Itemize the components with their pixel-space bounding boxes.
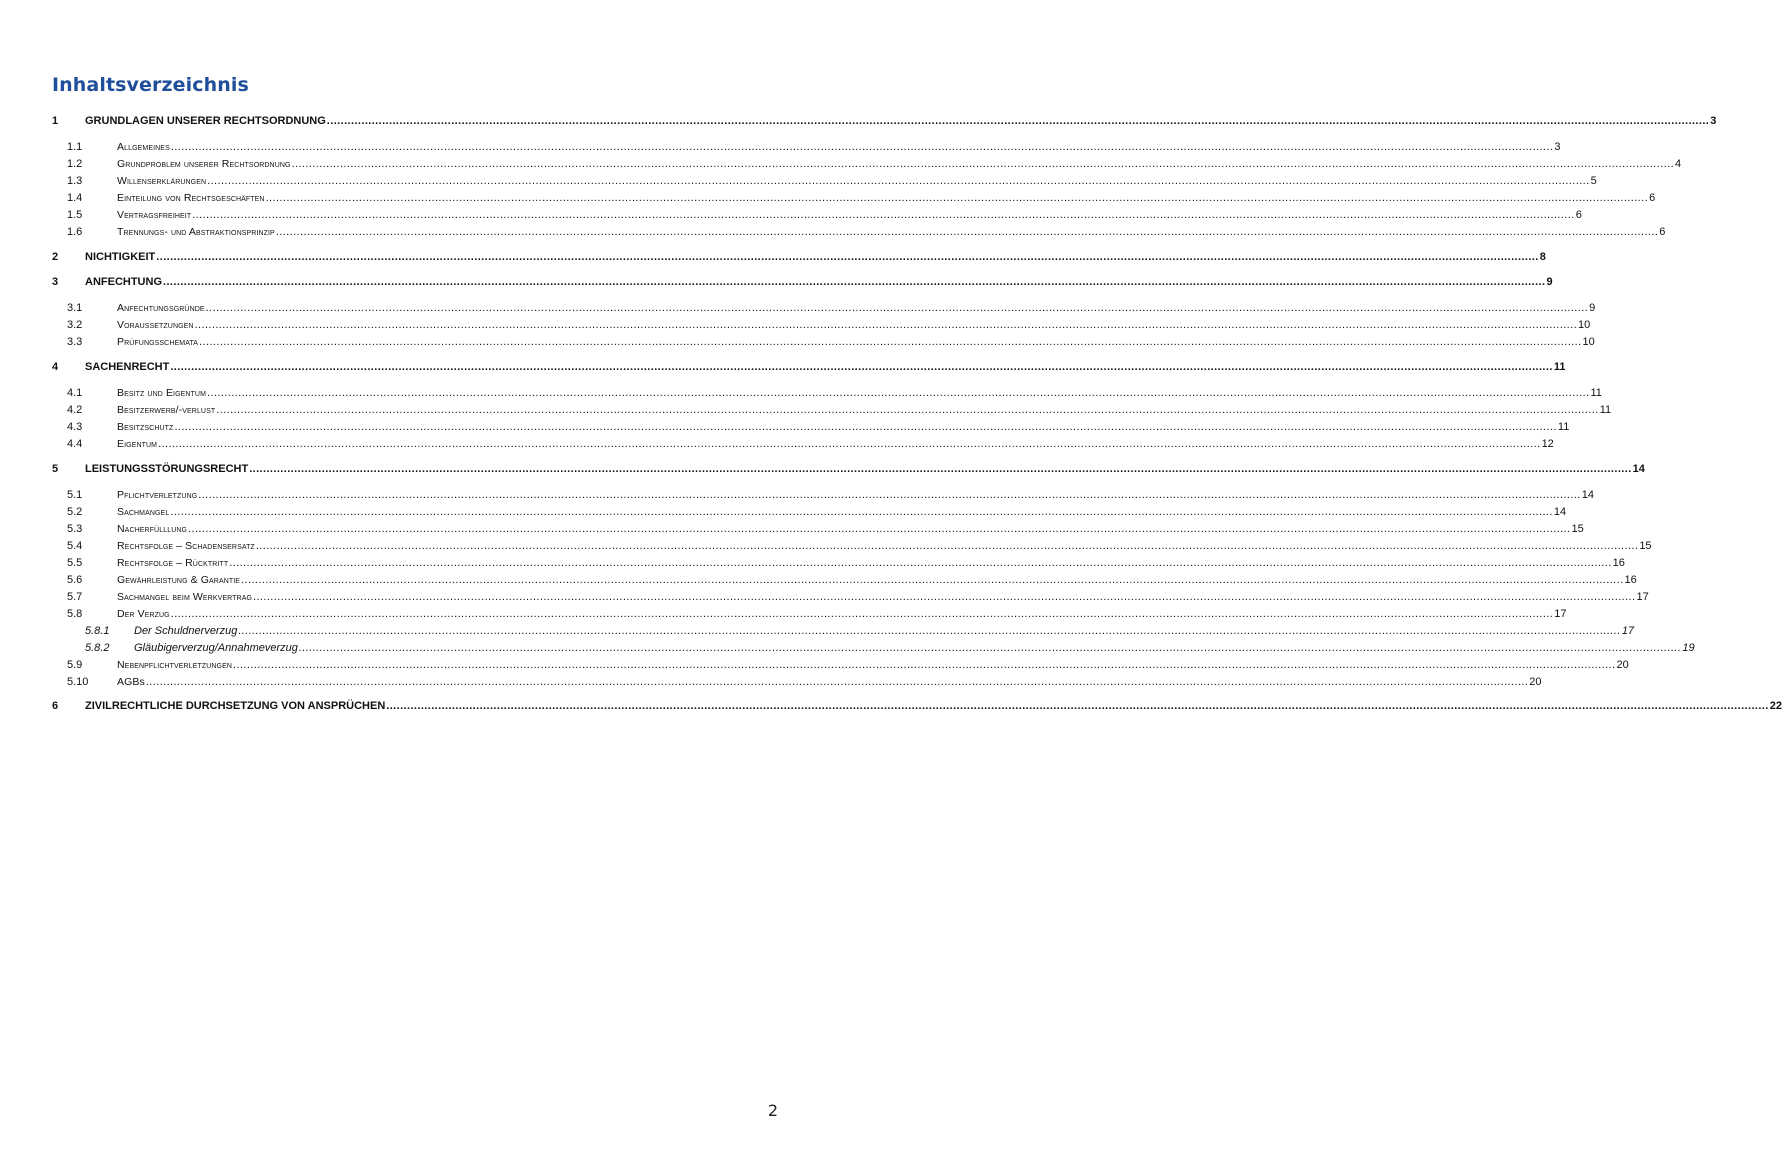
dot-leader: ................................................................................................................................................................................................................................................................................................................................................................................................................ — [205, 302, 1589, 314]
toc-entry-line — [117, 675, 1542, 689]
toc-entry-number: 4.1 — [67, 387, 83, 399]
toc-entry-label: Anfechtungsgründe — [117, 302, 205, 314]
toc-entry-label: Pflichtverletzung — [117, 489, 198, 501]
toc-entry-page: 11 — [1599, 404, 1612, 416]
dot-leader: ................................................................................................................................................................................................................................................................................................................................................................................................................ — [163, 276, 1546, 288]
dot-leader: ................................................................................................................................................................................................................................................................................................................................................................................................................ — [170, 506, 1553, 518]
toc-entry-line — [117, 403, 1612, 417]
toc-entry-3-2[interactable] — [0, 317, 1591, 333]
toc-entry-line — [117, 191, 1656, 205]
toc-entry-line — [117, 208, 1582, 222]
toc-entry-number: 5.8.2 — [85, 642, 110, 654]
toc-entry-label: ZIVILRECHTLICHE DURCHSETZUNG VON ANSPRÜCHEN — [85, 700, 386, 712]
toc-entry-5-2[interactable] — [0, 504, 1567, 520]
toc-entry-number: 3.2 — [67, 319, 83, 331]
dot-leader: ................................................................................................................................................................................................................................................................................................................................................................................................................ — [198, 489, 1581, 501]
toc-entry-label: Prüfungsschemata — [117, 336, 199, 348]
page-number: 2 — [767, 1101, 778, 1120]
dot-leader: ................................................................................................................................................................................................................................................................................................................................................................................................................ — [275, 226, 1659, 238]
toc-entry-number: 6 — [52, 700, 59, 712]
toc-entry-label: Voraussetzungen — [117, 319, 194, 331]
toc-entry-5-10[interactable] — [0, 674, 1542, 690]
toc-entry-label: Gläubigerverzug/Annahmeverzug — [134, 642, 298, 654]
toc-entry-line — [117, 157, 1682, 171]
toc-entry-page: 11 — [1557, 421, 1570, 433]
dot-leader: ................................................................................................................................................................................................................................................................................................................................................................................................................ — [170, 608, 1554, 620]
toc-entry-page: 17 — [1636, 591, 1649, 603]
dot-leader: ................................................................................................................................................................................................................................................................................................................................................................................................................ — [174, 421, 1557, 433]
dot-leader: ................................................................................................................................................................................................................................................................................................................................................................................................................ — [158, 438, 1541, 450]
toc-entry-number: 2 — [52, 251, 59, 263]
dot-leader: ................................................................................................................................................................................................................................................................................................................................................................................................................ — [170, 141, 1554, 153]
toc-entry-4-3[interactable] — [0, 419, 1570, 435]
toc-entry-page: 9 — [1546, 276, 1553, 288]
toc-entry-label: NICHTIGKEIT — [85, 251, 156, 263]
toc-entry-line — [117, 174, 1597, 188]
toc-entry-5-6[interactable] — [0, 572, 1637, 588]
dot-leader: ................................................................................................................................................................................................................................................................................................................................................................................................................ — [216, 404, 1599, 416]
dot-leader: ................................................................................................................................................................................................................................................................................................................................................................................................................ — [207, 387, 1590, 399]
toc-entry-label: LEISTUNGSSTÖRUNGSRECHT — [85, 463, 249, 475]
toc-entry-number: 1 — [52, 115, 59, 127]
toc-entry-label: Rechtsfolge – Schadensersatz — [117, 540, 255, 552]
toc-entry-label: GRUNDLAGEN UNSERER RECHTSORDNUNG — [85, 115, 326, 127]
toc-entry-line — [117, 488, 1594, 502]
toc-entry-line — [117, 556, 1625, 570]
toc-entry-4-2[interactable] — [0, 402, 1612, 418]
toc-entry-5-1[interactable] — [0, 487, 1594, 503]
toc-entry-line — [85, 114, 1717, 128]
toc-entry-page: 3 — [1710, 115, 1717, 127]
toc-entry-page: 14 — [1632, 463, 1645, 475]
toc-entry-page: 6 — [1659, 226, 1666, 238]
toc-entry-page: 6 — [1649, 192, 1656, 204]
toc-entry-page: 3 — [1554, 141, 1561, 153]
toc-entry-line — [85, 360, 1566, 374]
toc-entry-5-5[interactable] — [0, 555, 1625, 571]
dot-leader: ................................................................................................................................................................................................................................................................................................................................................................................................................ — [229, 557, 1612, 569]
toc-entry-label: Der Schuldnerverzug — [134, 625, 238, 637]
toc-entry-line — [117, 539, 1652, 553]
toc-entry-label: Besitzerwerb/-verlust — [117, 404, 216, 416]
toc-entry-page: 15 — [1571, 523, 1584, 535]
dot-leader: ................................................................................................................................................................................................................................................................................................................................................................................................................ — [199, 336, 1582, 348]
toc-entry-3-3[interactable] — [0, 334, 1595, 350]
toc-entry-number: 5.8.1 — [85, 625, 110, 637]
toc-entry-number: 5.5 — [67, 557, 83, 569]
toc-entry-1-6[interactable] — [0, 224, 1666, 240]
toc-entry-page: 16 — [1612, 557, 1625, 569]
toc-entry-page: 11 — [1590, 387, 1602, 399]
toc-entry-line — [117, 301, 1596, 315]
toc-entry-number: 5.10 — [67, 676, 89, 688]
dot-leader: ................................................................................................................................................................................................................................................................................................................................................................................................................ — [241, 574, 1624, 586]
dot-leader: ................................................................................................................................................................................................................................................................................................................................................................................................................ — [156, 251, 1539, 263]
dot-leader: ................................................................................................................................................................................................................................................................................................................................................................................................................ — [265, 192, 1649, 204]
toc-entry-number: 5.7 — [67, 591, 83, 603]
toc-entry-number: 1.4 — [67, 192, 83, 204]
dot-leader: ................................................................................................................................................................................................................................................................................................................................................................................................................ — [386, 700, 1769, 712]
toc-entry-label: SACHENRECHT — [85, 361, 170, 373]
toc-entry-1[interactable] — [0, 113, 1717, 129]
toc-entry-number: 3 — [52, 276, 59, 288]
toc-entry-number: 5.2 — [67, 506, 83, 518]
toc-entry-label: Sachmangel beim Werkvertrag — [117, 591, 253, 603]
toc-entry-1-5[interactable] — [0, 207, 1582, 223]
toc-entry-line — [117, 386, 1602, 400]
toc-entry-number: 5.6 — [67, 574, 83, 586]
toc-entry-page: 14 — [1553, 506, 1567, 518]
toc-entry-1-3[interactable] — [0, 173, 1597, 189]
toc-entry-line — [85, 462, 1645, 476]
toc-entry-line — [117, 225, 1666, 239]
dot-leader: ................................................................................................................................................................................................................................................................................................................................................................................................................ — [192, 209, 1575, 221]
toc-entry-line — [117, 590, 1649, 604]
toc-entry-page: 17 — [1554, 608, 1567, 620]
toc-entry-line — [117, 573, 1637, 587]
toc-entry-number: 5.8 — [67, 608, 83, 620]
toc-entry-page: 20 — [1529, 676, 1542, 688]
toc-entry-1-1[interactable] — [0, 139, 1561, 155]
toc-entry-page: 12 — [1541, 438, 1554, 450]
toc-entry-4-1[interactable] — [0, 385, 1602, 401]
toc-entry-label: Besitzschutz — [117, 421, 174, 433]
toc-entry-line — [117, 140, 1561, 154]
toc-entry-4[interactable] — [0, 359, 1566, 375]
toc-entry-6[interactable] — [0, 698, 1782, 714]
toc-entry-page: 10 — [1582, 336, 1595, 348]
toc-entry-page: 11 — [1553, 361, 1566, 373]
dot-leader: ................................................................................................................................................................................................................................................................................................................................................................................................................ — [298, 642, 1682, 654]
toc-entry-label: Der Verzug — [117, 608, 170, 620]
toc-entry-page: 19 — [1682, 642, 1695, 654]
toc-entry-number: 5.9 — [67, 659, 83, 671]
dot-leader: ................................................................................................................................................................................................................................................................................................................................................................................................................ — [291, 158, 1675, 170]
toc-entry-line — [85, 250, 1546, 264]
toc-entry-line — [117, 420, 1570, 434]
toc-entry-line — [117, 505, 1567, 519]
toc-entry-label: Besitz und Eigentum — [117, 387, 207, 399]
toc-entry-4-4[interactable] — [0, 436, 1554, 452]
toc-entry-page: 10 — [1578, 319, 1591, 331]
toc-entry-line — [117, 658, 1629, 672]
toc-entry-number: 3.1 — [67, 302, 83, 314]
toc-entry-label: ANFECHTUNG — [85, 276, 162, 288]
toc-entry-1-4[interactable] — [0, 190, 1656, 206]
dot-leader: ................................................................................................................................................................................................................................................................................................................................................................................................................ — [170, 361, 1553, 373]
toc-entry-number: 5.3 — [67, 523, 83, 535]
toc-entry-page: 9 — [1589, 302, 1596, 314]
toc-title: Inhaltsverzeichnis — [52, 74, 249, 96]
dot-leader: ................................................................................................................................................................................................................................................................................................................................................................................................................ — [233, 659, 1616, 671]
toc-entry-number: 5.4 — [67, 540, 83, 552]
toc-entry-label: Nacherfülllung — [117, 523, 188, 535]
toc-entry-number: 4 — [52, 361, 59, 373]
toc-entry-line — [85, 275, 1553, 289]
toc-entry-5-4[interactable] — [0, 538, 1652, 554]
toc-entry-number: 5.1 — [67, 489, 83, 501]
toc-entry-5[interactable] — [0, 461, 1645, 477]
toc-entry-number: 1.1 — [67, 141, 83, 153]
toc-entry-line — [85, 699, 1782, 713]
toc-entry-number: 5 — [52, 463, 59, 475]
toc-entry-number: 1.5 — [67, 209, 83, 221]
toc-entry-page: 20 — [1616, 659, 1629, 671]
toc-entry-3-1[interactable] — [0, 300, 1596, 316]
toc-entry-label: Allgemeines — [117, 141, 170, 153]
toc-entry-label: Einteilung von Rechtsgeschäften — [117, 192, 265, 204]
toc-entry-5-7[interactable] — [0, 589, 1649, 605]
toc-entry-number: 1.3 — [67, 175, 83, 187]
toc-entry-page: 16 — [1624, 574, 1637, 586]
toc-entry-line — [117, 522, 1584, 536]
toc-entry-page: 6 — [1575, 209, 1582, 221]
toc-entry-5-9[interactable] — [0, 657, 1629, 673]
toc-entry-number: 4.2 — [67, 404, 83, 416]
toc-entry-page: 5 — [1590, 175, 1597, 187]
toc-entry-label: Eigentum — [117, 438, 158, 450]
toc-entry-number: 1.2 — [67, 158, 83, 170]
dot-leader: ................................................................................................................................................................................................................................................................................................................................................................................................................ — [194, 319, 1578, 331]
toc-entry-5-8-2[interactable] — [0, 640, 1695, 656]
toc-entry-5-3[interactable] — [0, 521, 1584, 537]
toc-entry-line — [117, 607, 1567, 621]
toc-entry-label: Trennungs- und Abstraktionsprinzip — [117, 226, 275, 238]
toc-entry-label: Grundproblem unserer Rechtsordnung — [117, 158, 291, 170]
toc-entry-page: 17 — [1621, 625, 1635, 637]
dot-leader: ................................................................................................................................................................................................................................................................................................................................................................................................................ — [145, 676, 1529, 688]
dot-leader: ................................................................................................................................................................................................................................................................................................................................................................................................................ — [326, 115, 1710, 127]
toc-entry-label: AGBs — [117, 676, 145, 688]
toc-entry-label: Nebenpflichtverletzungen — [117, 659, 232, 671]
toc-entry-page: 14 — [1581, 489, 1594, 501]
toc-entry-line — [134, 624, 1635, 638]
toc-entry-line — [134, 641, 1695, 655]
toc-entry-number: 1.6 — [67, 226, 83, 238]
toc-entry-5-8-1[interactable] — [0, 623, 1635, 639]
toc-entry-line — [117, 318, 1591, 332]
toc-entry-2[interactable] — [0, 249, 1546, 265]
toc-entry-number: 3.3 — [67, 336, 83, 348]
dot-leader: ................................................................................................................................................................................................................................................................................................................................................................................................................ — [253, 591, 1636, 603]
toc-entry-number: 4.4 — [67, 438, 83, 450]
toc-entry-page: 8 — [1539, 251, 1546, 263]
toc-entry-1-2[interactable] — [0, 156, 1682, 172]
toc-entry-number: 4.3 — [67, 421, 83, 433]
dot-leader: ................................................................................................................................................................................................................................................................................................................................................................................................................ — [188, 523, 1571, 535]
toc-entry-label: Willenserklärungen — [117, 175, 207, 187]
toc-entry-label: Vertragsfreiheit — [117, 209, 192, 221]
toc-entry-page: 4 — [1675, 158, 1682, 170]
toc-entry-line — [117, 437, 1554, 451]
dot-leader: ................................................................................................................................................................................................................................................................................................................................................................................................................ — [207, 175, 1590, 187]
toc-entry-5-8[interactable] — [0, 606, 1567, 622]
toc-entry-label: Sachmangel — [117, 506, 170, 518]
toc-entry-label: Rechtsfolge – Rücktritt — [117, 557, 229, 569]
dot-leader: ................................................................................................................................................................................................................................................................................................................................................................................................................ — [255, 540, 1639, 552]
dot-leader: ................................................................................................................................................................................................................................................................................................................................................................................................................ — [249, 463, 1632, 475]
toc-entry-page: 15 — [1639, 540, 1652, 552]
toc-entry-page: 22 — [1769, 700, 1782, 712]
toc-entry-line — [117, 335, 1595, 349]
dot-leader: ................................................................................................................................................................................................................................................................................................................................................................................................................ — [238, 625, 1621, 637]
toc-entry-label: Gewährleistung & Garantie — [117, 574, 241, 586]
toc-entry-3[interactable] — [0, 274, 1553, 290]
